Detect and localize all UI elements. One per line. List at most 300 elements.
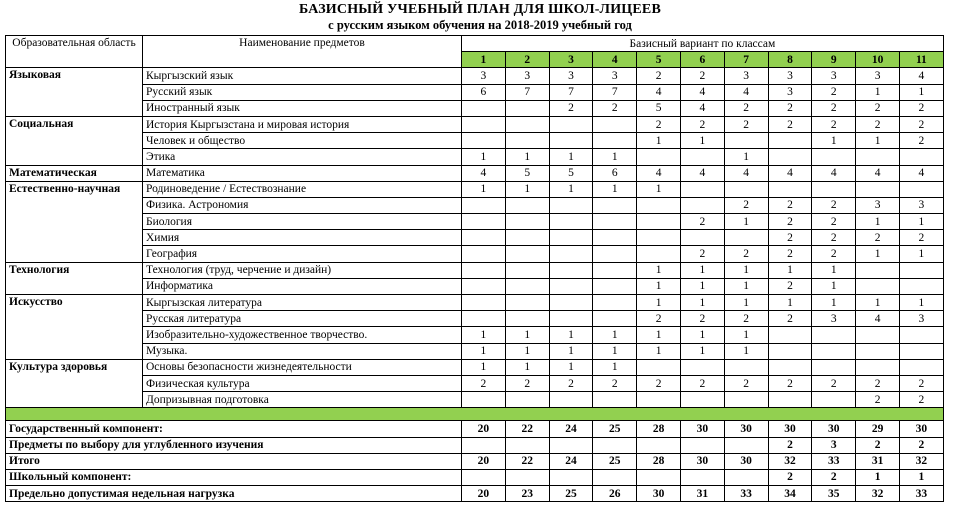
summary-value bbox=[462, 437, 506, 453]
summary-value: 30 bbox=[637, 486, 681, 502]
value-cell: 3 bbox=[768, 68, 812, 84]
value-cell bbox=[899, 327, 943, 343]
summary-value bbox=[593, 437, 637, 453]
subject-cell: История Кыргызстана и мировая история bbox=[143, 116, 462, 132]
value-cell: 1 bbox=[505, 327, 549, 343]
value-cell: 4 bbox=[899, 68, 943, 84]
table-row bbox=[6, 327, 944, 343]
value-cell: 1 bbox=[812, 278, 856, 294]
value-cell: 4 bbox=[856, 165, 900, 181]
value-cell bbox=[549, 311, 593, 327]
value-cell: 2 bbox=[593, 100, 637, 116]
table-row bbox=[6, 116, 944, 132]
value-cell: 2 bbox=[812, 84, 856, 100]
value-cell: 2 bbox=[462, 375, 506, 391]
area-cell: Социальная bbox=[6, 116, 143, 165]
value-cell: 1 bbox=[637, 327, 681, 343]
table-row bbox=[6, 100, 944, 116]
value-cell: 3 bbox=[856, 197, 900, 213]
value-cell: 5 bbox=[549, 165, 593, 181]
grade-header: 8 bbox=[768, 52, 812, 68]
grade-header: 10 bbox=[856, 52, 900, 68]
value-cell: 1 bbox=[724, 343, 768, 359]
value-cell: 2 bbox=[768, 116, 812, 132]
value-cell bbox=[462, 311, 506, 327]
summary-row bbox=[6, 486, 944, 502]
value-cell: 1 bbox=[505, 343, 549, 359]
summary-row bbox=[6, 437, 944, 453]
summary-label: Предметы по выбору для углубленного изучения bbox=[6, 437, 462, 453]
value-cell bbox=[593, 392, 637, 408]
table-row bbox=[6, 278, 944, 294]
value-cell bbox=[505, 392, 549, 408]
value-cell: 1 bbox=[899, 246, 943, 262]
summary-value bbox=[593, 469, 637, 485]
value-cell bbox=[680, 181, 724, 197]
value-cell bbox=[856, 343, 900, 359]
header-area: Образовательная область bbox=[6, 36, 143, 68]
value-cell: 2 bbox=[899, 133, 943, 149]
value-cell: 1 bbox=[462, 343, 506, 359]
value-cell bbox=[637, 246, 681, 262]
value-cell bbox=[549, 133, 593, 149]
value-cell bbox=[768, 359, 812, 375]
value-cell: 1 bbox=[856, 84, 900, 100]
value-cell: 2 bbox=[768, 230, 812, 246]
table-row bbox=[6, 214, 944, 230]
value-cell bbox=[856, 278, 900, 294]
summary-row bbox=[6, 421, 944, 437]
value-cell: 1 bbox=[680, 262, 724, 278]
value-cell: 7 bbox=[549, 84, 593, 100]
value-cell bbox=[899, 149, 943, 165]
summary-value: 24 bbox=[549, 453, 593, 469]
value-cell: 2 bbox=[724, 375, 768, 391]
value-cell bbox=[505, 230, 549, 246]
value-cell: 1 bbox=[812, 295, 856, 311]
value-cell: 4 bbox=[637, 165, 681, 181]
value-cell: 1 bbox=[637, 262, 681, 278]
value-cell: 1 bbox=[680, 327, 724, 343]
value-cell: 7 bbox=[593, 84, 637, 100]
value-cell bbox=[462, 295, 506, 311]
value-cell bbox=[505, 133, 549, 149]
value-cell: 3 bbox=[812, 311, 856, 327]
value-cell bbox=[505, 311, 549, 327]
summary-label: Школьный компонент: bbox=[6, 469, 462, 485]
summary-value: 25 bbox=[549, 486, 593, 502]
value-cell: 1 bbox=[593, 327, 637, 343]
value-cell bbox=[549, 116, 593, 132]
value-cell bbox=[637, 214, 681, 230]
summary-value bbox=[549, 469, 593, 485]
summary-value: 24 bbox=[549, 421, 593, 437]
table-row bbox=[6, 375, 944, 391]
summary-label: Итого bbox=[6, 453, 462, 469]
summary-value bbox=[637, 469, 681, 485]
value-cell: 1 bbox=[637, 133, 681, 149]
value-cell bbox=[462, 116, 506, 132]
value-cell: 2 bbox=[856, 100, 900, 116]
value-cell: 1 bbox=[680, 295, 724, 311]
value-cell: 2 bbox=[899, 375, 943, 391]
value-cell bbox=[462, 133, 506, 149]
value-cell: 1 bbox=[768, 262, 812, 278]
grade-header: 7 bbox=[724, 52, 768, 68]
value-cell: 1 bbox=[549, 359, 593, 375]
summary-value: 32 bbox=[856, 486, 900, 502]
value-cell: 1 bbox=[637, 278, 681, 294]
value-cell bbox=[462, 278, 506, 294]
value-cell bbox=[593, 214, 637, 230]
summary-value: 30 bbox=[680, 421, 724, 437]
value-cell: 2 bbox=[505, 375, 549, 391]
subject-cell: Основы безопасности жизнедеятельности bbox=[143, 359, 462, 375]
summary-value: 22 bbox=[505, 421, 549, 437]
header-classes: Базисный вариант по классам bbox=[462, 36, 944, 52]
value-cell bbox=[593, 311, 637, 327]
value-cell bbox=[549, 214, 593, 230]
value-cell bbox=[593, 133, 637, 149]
value-cell bbox=[462, 230, 506, 246]
summary-value: 33 bbox=[812, 453, 856, 469]
value-cell bbox=[724, 181, 768, 197]
value-cell: 1 bbox=[637, 181, 681, 197]
value-cell bbox=[724, 230, 768, 246]
summary-value: 1 bbox=[899, 469, 943, 485]
value-cell: 2 bbox=[768, 375, 812, 391]
value-cell bbox=[505, 295, 549, 311]
summary-value: 30 bbox=[724, 453, 768, 469]
value-cell bbox=[768, 327, 812, 343]
grade-header: 5 bbox=[637, 52, 681, 68]
value-cell: 4 bbox=[637, 84, 681, 100]
value-cell bbox=[724, 392, 768, 408]
value-cell: 2 bbox=[637, 116, 681, 132]
table-row bbox=[6, 84, 944, 100]
summary-value: 1 bbox=[856, 469, 900, 485]
value-cell bbox=[680, 230, 724, 246]
subject-cell: Этика bbox=[143, 149, 462, 165]
value-cell: 1 bbox=[856, 246, 900, 262]
table-row bbox=[6, 133, 944, 149]
value-cell bbox=[812, 392, 856, 408]
value-cell: 2 bbox=[637, 311, 681, 327]
value-cell: 1 bbox=[505, 181, 549, 197]
summary-value: 28 bbox=[637, 453, 681, 469]
area-cell: Культура здоровья bbox=[6, 359, 143, 408]
value-cell: 2 bbox=[812, 246, 856, 262]
value-cell: 4 bbox=[768, 165, 812, 181]
value-cell bbox=[462, 214, 506, 230]
area-cell: Языковая bbox=[6, 68, 143, 117]
value-cell bbox=[549, 230, 593, 246]
subject-cell: Информатика bbox=[143, 278, 462, 294]
value-cell: 2 bbox=[899, 392, 943, 408]
value-cell bbox=[593, 197, 637, 213]
value-cell bbox=[899, 359, 943, 375]
value-cell: 1 bbox=[549, 327, 593, 343]
value-cell: 2 bbox=[680, 375, 724, 391]
value-cell: 4 bbox=[856, 311, 900, 327]
value-cell: 2 bbox=[549, 375, 593, 391]
value-cell bbox=[724, 359, 768, 375]
value-cell bbox=[856, 327, 900, 343]
summary-value: 20 bbox=[462, 421, 506, 437]
value-cell bbox=[812, 149, 856, 165]
value-cell bbox=[899, 181, 943, 197]
value-cell: 2 bbox=[593, 375, 637, 391]
value-cell: 7 bbox=[505, 84, 549, 100]
value-cell: 1 bbox=[549, 343, 593, 359]
value-cell bbox=[812, 343, 856, 359]
value-cell bbox=[593, 230, 637, 246]
summary-row bbox=[6, 453, 944, 469]
value-cell bbox=[768, 133, 812, 149]
grade-header: 4 bbox=[593, 52, 637, 68]
value-cell: 3 bbox=[856, 68, 900, 84]
value-cell: 2 bbox=[680, 214, 724, 230]
value-cell bbox=[549, 197, 593, 213]
value-cell: 1 bbox=[549, 181, 593, 197]
value-cell bbox=[680, 197, 724, 213]
value-cell: 2 bbox=[680, 246, 724, 262]
value-cell: 2 bbox=[899, 116, 943, 132]
value-cell: 4 bbox=[812, 165, 856, 181]
subject-cell: Иностранный язык bbox=[143, 100, 462, 116]
subject-cell: Технология (труд, черчение и дизайн) bbox=[143, 262, 462, 278]
value-cell: 4 bbox=[680, 165, 724, 181]
subject-cell: Кыргызский язык bbox=[143, 68, 462, 84]
value-cell bbox=[593, 116, 637, 132]
table-row bbox=[6, 311, 944, 327]
value-cell: 1 bbox=[593, 181, 637, 197]
value-cell: 2 bbox=[812, 116, 856, 132]
value-cell: 1 bbox=[462, 359, 506, 375]
value-cell: 3 bbox=[899, 197, 943, 213]
subject-cell: Физическая культура bbox=[143, 375, 462, 391]
value-cell bbox=[899, 343, 943, 359]
value-cell: 2 bbox=[812, 197, 856, 213]
value-cell: 2 bbox=[812, 230, 856, 246]
subject-cell: Химия bbox=[143, 230, 462, 246]
table-row bbox=[6, 262, 944, 278]
subject-cell: Допризывная подготовка bbox=[143, 392, 462, 408]
value-cell bbox=[593, 246, 637, 262]
value-cell: 3 bbox=[812, 68, 856, 84]
summary-value bbox=[724, 469, 768, 485]
value-cell bbox=[856, 181, 900, 197]
value-cell bbox=[637, 392, 681, 408]
separator-row bbox=[6, 408, 944, 421]
value-cell: 2 bbox=[549, 100, 593, 116]
value-cell: 3 bbox=[505, 68, 549, 84]
value-cell: 1 bbox=[899, 214, 943, 230]
summary-value: 2 bbox=[768, 469, 812, 485]
value-cell bbox=[549, 262, 593, 278]
summary-value bbox=[724, 437, 768, 453]
value-cell: 2 bbox=[680, 116, 724, 132]
value-cell: 1 bbox=[812, 262, 856, 278]
value-cell bbox=[724, 133, 768, 149]
value-cell bbox=[812, 327, 856, 343]
value-cell bbox=[899, 262, 943, 278]
value-cell: 3 bbox=[768, 84, 812, 100]
summary-value: 29 bbox=[856, 421, 900, 437]
value-cell: 1 bbox=[637, 295, 681, 311]
value-cell: 6 bbox=[593, 165, 637, 181]
value-cell bbox=[549, 295, 593, 311]
grade-header: 9 bbox=[812, 52, 856, 68]
summary-value bbox=[680, 437, 724, 453]
value-cell: 3 bbox=[724, 68, 768, 84]
table-row bbox=[6, 246, 944, 262]
value-cell: 2 bbox=[856, 375, 900, 391]
value-cell: 1 bbox=[899, 84, 943, 100]
summary-value: 2 bbox=[856, 437, 900, 453]
value-cell: 2 bbox=[637, 375, 681, 391]
table-row bbox=[6, 392, 944, 408]
value-cell: 1 bbox=[812, 133, 856, 149]
value-cell bbox=[462, 392, 506, 408]
value-cell bbox=[462, 197, 506, 213]
value-cell: 1 bbox=[724, 262, 768, 278]
value-cell: 2 bbox=[812, 375, 856, 391]
summary-value: 3 bbox=[812, 437, 856, 453]
summary-value: 22 bbox=[505, 453, 549, 469]
subject-cell: Человек и общество bbox=[143, 133, 462, 149]
summary-value bbox=[680, 469, 724, 485]
summary-value: 35 bbox=[812, 486, 856, 502]
area-cell: Технология bbox=[6, 262, 143, 294]
summary-value: 20 bbox=[462, 453, 506, 469]
value-cell: 2 bbox=[768, 246, 812, 262]
table-row bbox=[6, 359, 944, 375]
subject-cell: Кыргызская литература bbox=[143, 295, 462, 311]
value-cell bbox=[549, 392, 593, 408]
value-cell: 2 bbox=[899, 100, 943, 116]
summary-value: 23 bbox=[505, 486, 549, 502]
subject-cell: Русская литература bbox=[143, 311, 462, 327]
value-cell: 2 bbox=[899, 230, 943, 246]
summary-value bbox=[549, 437, 593, 453]
value-cell: 2 bbox=[724, 100, 768, 116]
summary-value: 2 bbox=[768, 437, 812, 453]
value-cell: 1 bbox=[856, 295, 900, 311]
summary-value: 30 bbox=[680, 453, 724, 469]
value-cell: 1 bbox=[462, 327, 506, 343]
summary-value: 25 bbox=[593, 421, 637, 437]
value-cell bbox=[462, 246, 506, 262]
subject-cell: Математика bbox=[143, 165, 462, 181]
grade-header: 6 bbox=[680, 52, 724, 68]
value-cell: 1 bbox=[462, 149, 506, 165]
value-cell: 2 bbox=[680, 68, 724, 84]
value-cell: 4 bbox=[462, 165, 506, 181]
summary-value: 26 bbox=[593, 486, 637, 502]
value-cell: 1 bbox=[549, 149, 593, 165]
value-cell bbox=[680, 392, 724, 408]
summary-value bbox=[505, 437, 549, 453]
value-cell: 1 bbox=[593, 149, 637, 165]
value-cell bbox=[549, 246, 593, 262]
value-cell: 2 bbox=[768, 311, 812, 327]
subject-cell: Родиноведение / Естествознание bbox=[143, 181, 462, 197]
value-cell: 1 bbox=[637, 343, 681, 359]
value-cell: 2 bbox=[768, 214, 812, 230]
summary-value: 28 bbox=[637, 421, 681, 437]
subject-cell: Физика. Астрономия bbox=[143, 197, 462, 213]
value-cell: 1 bbox=[724, 149, 768, 165]
value-cell: 4 bbox=[680, 100, 724, 116]
value-cell bbox=[505, 262, 549, 278]
subject-cell: Изобразительно-художественное творчество. bbox=[143, 327, 462, 343]
value-cell bbox=[637, 197, 681, 213]
table-row bbox=[6, 181, 944, 197]
value-cell bbox=[768, 181, 812, 197]
summary-value: 25 bbox=[593, 453, 637, 469]
summary-value: 20 bbox=[462, 486, 506, 502]
value-cell: 4 bbox=[899, 165, 943, 181]
value-cell: 1 bbox=[505, 149, 549, 165]
value-cell: 2 bbox=[768, 100, 812, 116]
value-cell: 3 bbox=[549, 68, 593, 84]
value-cell bbox=[505, 197, 549, 213]
value-cell bbox=[505, 278, 549, 294]
document-title: БАЗИСНЫЙ УЧЕБНЫЙ ПЛАН ДЛЯ ШКОЛ-ЛИЦЕЕВ bbox=[298, 2, 661, 17]
value-cell: 2 bbox=[724, 116, 768, 132]
summary-label: Предельно допустимая недельная нагрузка bbox=[6, 486, 462, 502]
value-cell bbox=[505, 100, 549, 116]
value-cell bbox=[462, 100, 506, 116]
table-row bbox=[6, 165, 944, 181]
value-cell bbox=[462, 262, 506, 278]
summary-value: 30 bbox=[768, 421, 812, 437]
value-cell: 1 bbox=[899, 295, 943, 311]
summary-value bbox=[637, 437, 681, 453]
value-cell: 5 bbox=[505, 165, 549, 181]
table-row bbox=[6, 343, 944, 359]
summary-value: 2 bbox=[899, 437, 943, 453]
summary-value: 30 bbox=[724, 421, 768, 437]
value-cell: 1 bbox=[856, 214, 900, 230]
area-cell: Искусство bbox=[6, 295, 143, 360]
area-cell: Математическая bbox=[6, 165, 143, 181]
grade-header: 1 bbox=[462, 52, 506, 68]
value-cell: 1 bbox=[680, 278, 724, 294]
value-cell: 3 bbox=[462, 68, 506, 84]
value-cell bbox=[812, 181, 856, 197]
curriculum-table bbox=[5, 35, 944, 502]
subject-cell: Русский язык bbox=[143, 84, 462, 100]
table-row bbox=[6, 68, 944, 84]
subject-cell: Музыка. bbox=[143, 343, 462, 359]
table-row bbox=[6, 230, 944, 246]
value-cell: 2 bbox=[812, 100, 856, 116]
value-cell: 2 bbox=[856, 230, 900, 246]
subject-cell: География bbox=[143, 246, 462, 262]
summary-value: 33 bbox=[899, 486, 943, 502]
value-cell bbox=[899, 278, 943, 294]
value-cell: 1 bbox=[680, 343, 724, 359]
table-row bbox=[6, 149, 944, 165]
value-cell bbox=[505, 246, 549, 262]
value-cell bbox=[768, 149, 812, 165]
summary-value bbox=[505, 469, 549, 485]
summary-value: 30 bbox=[899, 421, 943, 437]
summary-value: 32 bbox=[768, 453, 812, 469]
area-cell: Естественно-научная bbox=[6, 181, 143, 262]
